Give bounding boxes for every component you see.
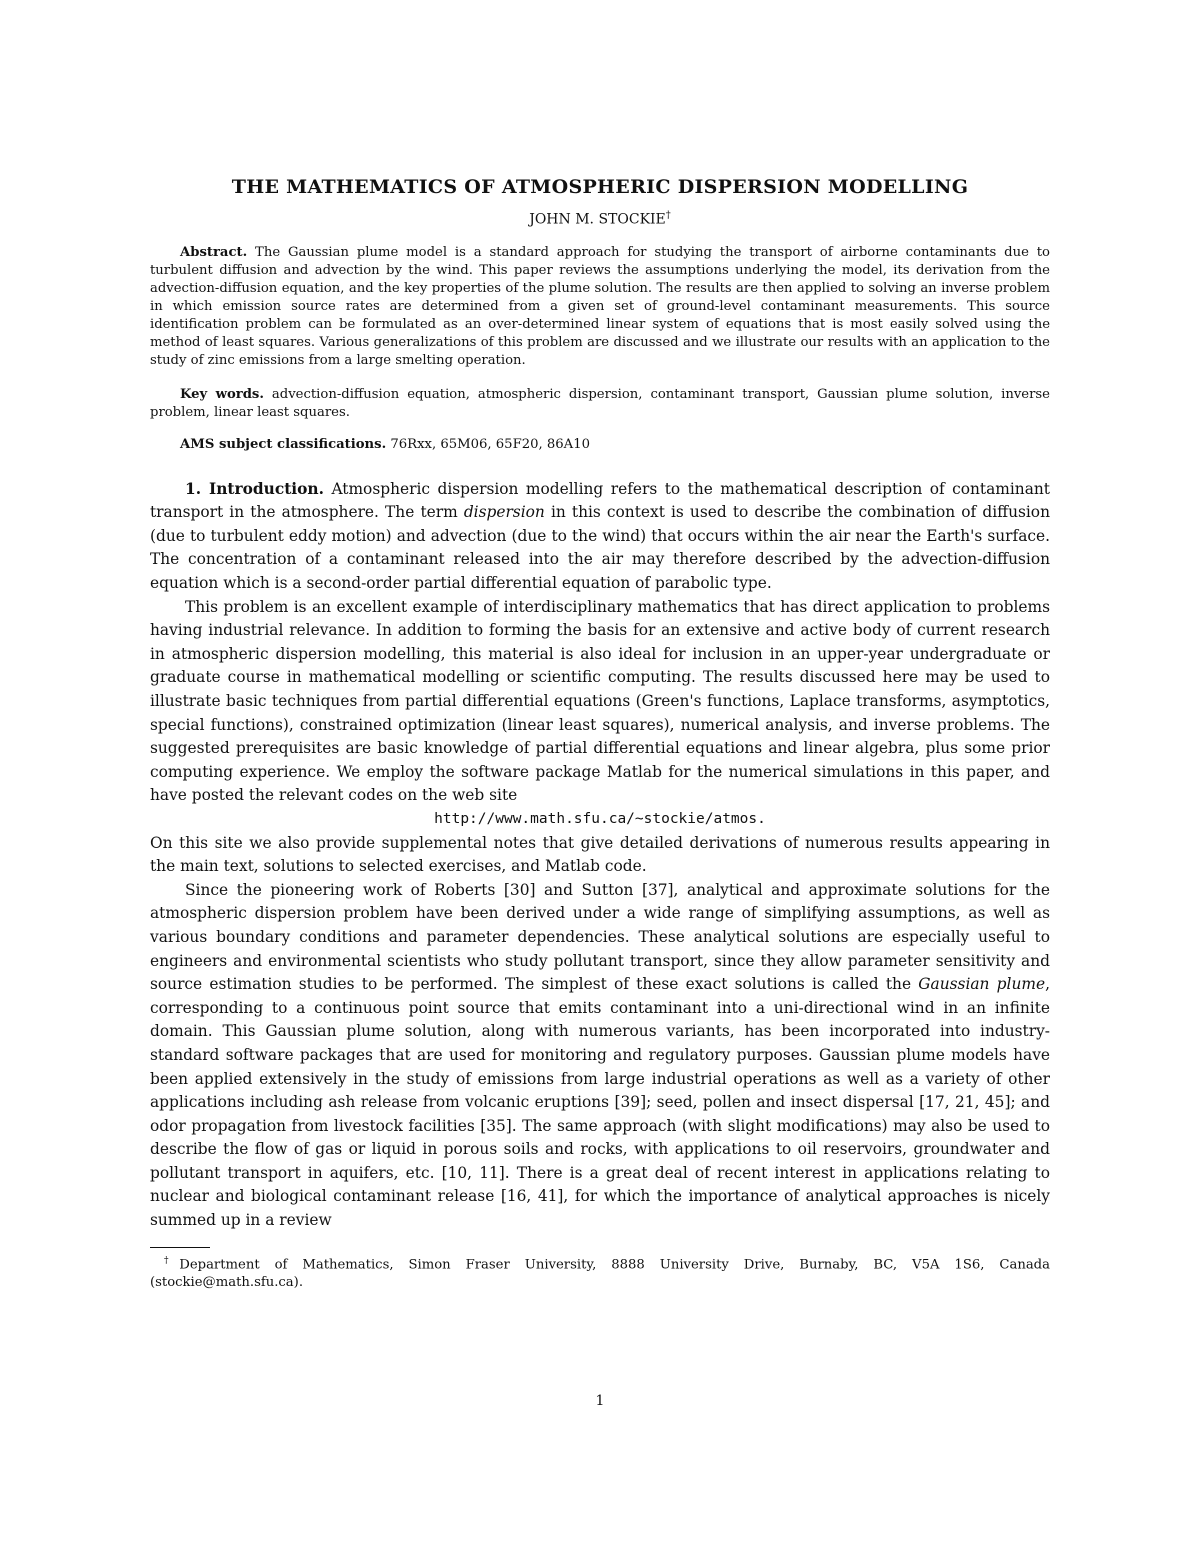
keywords — [150, 386, 1050, 422]
paragraph-intro-text-a: Atmospheric dispersion modelling refers to the mathematical description of contaminant transport in the atmosphere. The term — [150, 479, 1050, 522]
term-dispersion: dispersion — [463, 503, 545, 522]
abstract — [150, 244, 1050, 370]
keywords-text: advection-diffusion equation, atmospheric dispersion, contaminant transport, Gaussian plume solution, inverse problem, linear least squares. — [150, 386, 1050, 420]
author-name: JOHN M. STOCKIE — [529, 211, 666, 228]
abstract-text: The Gaussian plume model is a standard approach for studying the transport of airborne contaminants due to turbulent diffusion and advection by the wind. This paper reviews the assumptions underlying the model, its derivation from the advection-diffusion equation, and the key properties of the plume solution. The results are then applied to solving an inverse problem in which emission source rates are determined from a given set of ground-level contaminant measurements. This source identification problem can be formulated as an over-determined linear system of equations that is most easily solved using the method of least squares. Various generalizations of this problem are discussed and we illustrate our results with an application to the study of zinc emissions from a large smelting operation. — [150, 244, 1050, 368]
footnote-text: Department of Mathematics, Simon Fraser University, 8888 University Drive, Burnaby, BC, V5A 1S6, Canada (stockie@math.sfu.ca). — [150, 1257, 1050, 1291]
paper-page — [150, 168, 1050, 1292]
paragraph-3: On this site we also provide supplemental notes that give detailed derivations of numerous results appearing in the main text, solutions to selected exercises, and Matlab code. — [150, 833, 1050, 876]
ams-classifications — [150, 436, 1050, 454]
ams-text: 76Rxx, 65M06, 65F20, 86A10 — [390, 436, 590, 452]
paragraph-4-text-a: Since the pioneering work of Roberts [30] and Sutton [37], analytical and approximate solutions for the atmospheric dispersion problem have been derived under a wide range of simplifying assumptions, as well as various boundary conditions and parameter dependencies. These analytical solutions are especially useful to engineers and environmental scientists who study pollutant transport, since they allow parameter sensitivity and source estimation studies to be performed. The simplest of these exact solutions is called the — [150, 880, 1050, 994]
paragraph-4 — [150, 879, 1050, 1233]
web-site-url[interactable]: http://www.math.sfu.ca/~stockie/atmos. — [434, 810, 766, 827]
paragraph-4-text-b: , corresponding to a continuous point source that emits contaminant into a uni-directional wind in an infinite domain. This Gaussian plume solution, along with numerous variants, has been incorporated into industry-standard software packages that are used for monitoring and regulatory purposes. Gaussian plume models have been applied extensively in the study of emissions from large industrial operations as well as a variety of other applications including ash release from volcanic eruptions [39]; seed, pollen and insect dispersal [17, 21, 45]; and odor propagation from livestock facilities [35]. The same approach (with slight modifications) may also be used to describe the flow of gas or liquid in porous soils and rocks, with applications to oil reservoirs, groundwater and pollutant transport in aquifers, etc. [10, 11]. There is a great deal of recent interest in applications relating to nuclear and biological contaminant release [16, 41], for which the importance of analytical approaches is nicely summed up in a review — [150, 975, 1050, 1230]
author-line — [150, 210, 1050, 228]
footnote — [150, 1252, 1050, 1292]
section-heading: 1. Introduction. — [185, 479, 324, 498]
keywords-label: Key words. — [180, 386, 264, 402]
footnote-rule — [150, 1247, 210, 1248]
author-footnote-mark: † — [665, 210, 671, 221]
page-number: 1 — [595, 1393, 605, 1409]
paragraph-intro — [150, 478, 1050, 596]
body-text — [150, 478, 1050, 1233]
ams-label: AMS subject classifications. — [180, 436, 387, 452]
abstract-label: Abstract. — [180, 244, 248, 260]
paragraph-intro-text-b: in this context is used to describe the combination of diffusion (due to turbulent eddy motion) and advection (due to the wind) that occurs within the air near the Earth's surface. The concentration of a contaminant released into the air may therefore described by the advection-diffusion equation which is a second-order partial differential equation of parabolic type. — [150, 503, 1050, 593]
footnote-mark: † — [164, 1255, 180, 1266]
term-gaussian-plume: Gaussian plume — [918, 975, 1046, 994]
paragraph-2: This problem is an excellent example of interdisciplinary mathematics that has direct application to problems having industrial relevance. In addition to forming the basis for an extensive and active body of current research in atmospheric dispersion modelling, this material is also ideal for inclusion in an upper-year undergraduate or graduate course in mathematical modelling or scientific computing. The results discussed here may be used to illustrate basic techniques from partial differential equations (Green's functions, Laplace transforms, asymptotics, special functions), constrained optimization (linear least squares), numerical analysis, and inverse problems. The suggested prerequisites are basic knowledge of partial differential equations and linear algebra, plus some prior computing experience. We employ the software package Matlab for the numerical simulations in this paper, and have posted the relevant codes on the web site — [150, 597, 1050, 805]
paper-title: THE MATHEMATICS OF ATMOSPHERIC DISPERSION MODELLING — [231, 176, 969, 198]
